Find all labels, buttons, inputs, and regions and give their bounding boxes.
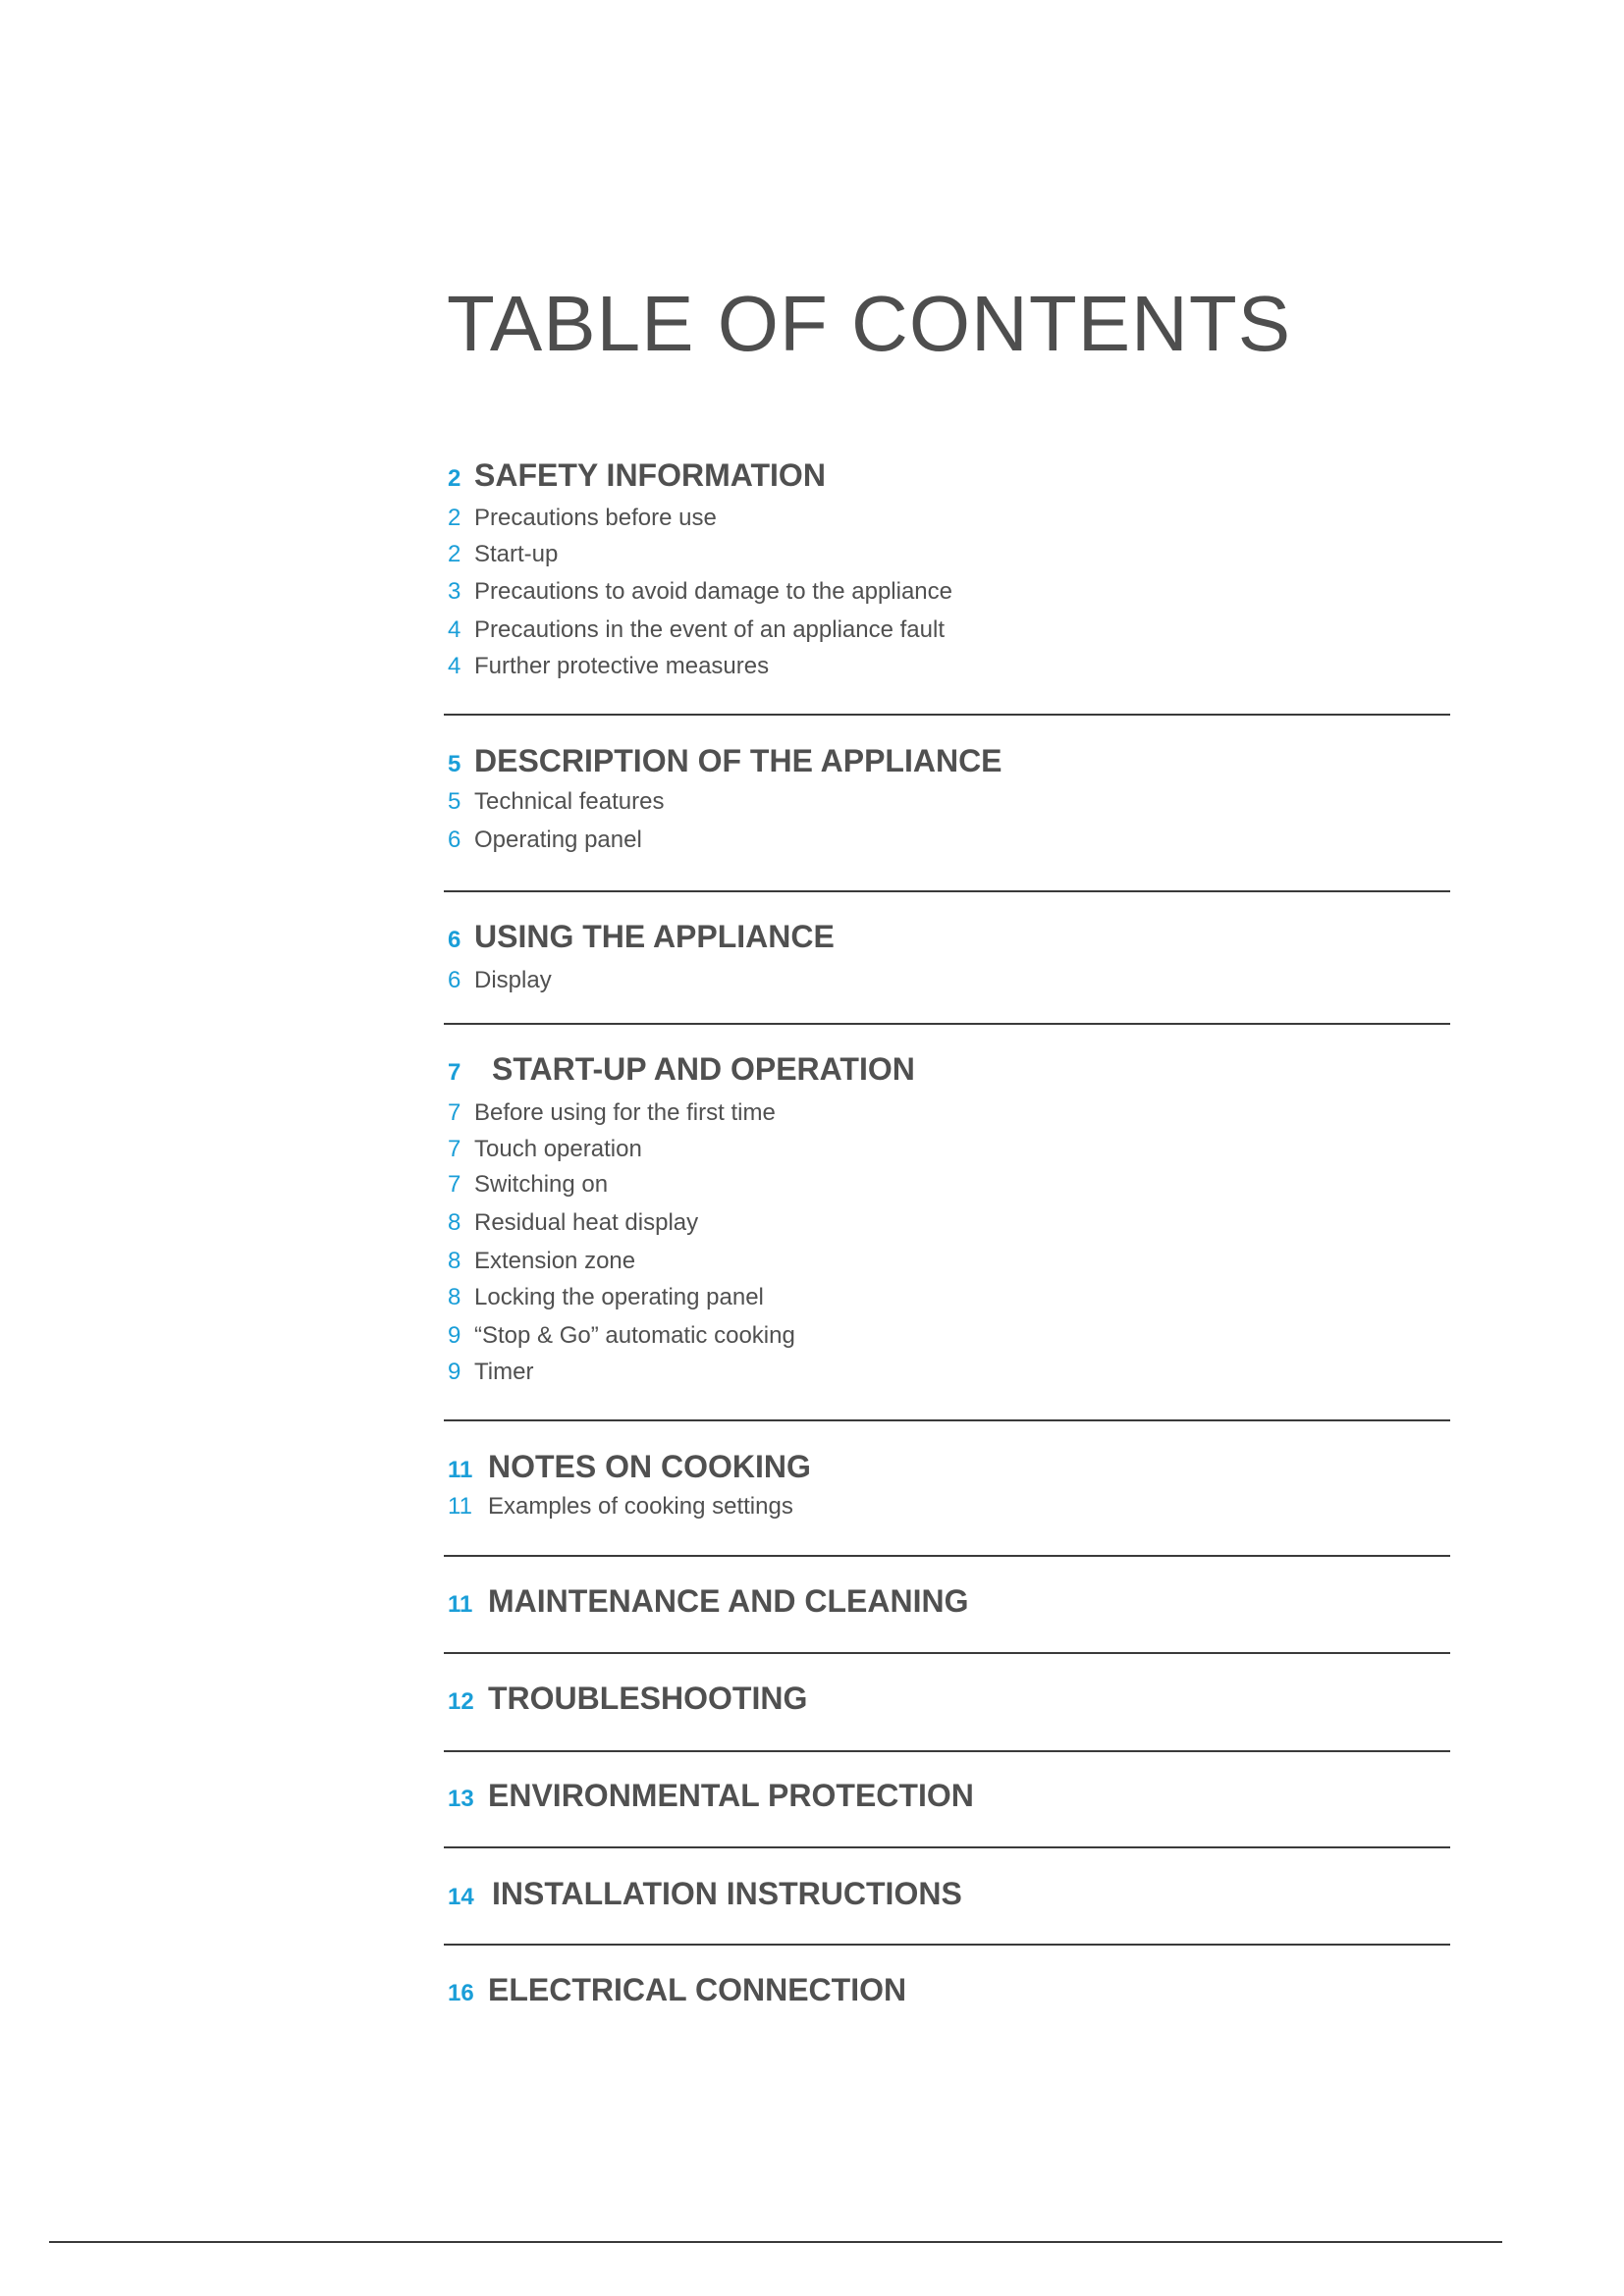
toc-section-heading[interactable] xyxy=(448,745,1002,776)
toc-entry-label: Start-up xyxy=(474,541,559,567)
toc-entry-label: Switching on xyxy=(474,1171,609,1198)
toc-entry-label: Precautions to avoid damage to the appliance xyxy=(474,578,952,605)
toc-entry-page-number: 8 xyxy=(448,1248,461,1274)
toc-entry-label: Examples of cooking settings xyxy=(488,1493,793,1520)
toc-entry[interactable] xyxy=(448,1495,793,1519)
toc-section-title: MAINTENANCE AND CLEANING xyxy=(488,1583,969,1619)
section-divider xyxy=(444,1846,1450,1848)
toc-section-page-number: 11 xyxy=(448,1591,473,1618)
toc-entry-page-number: 7 xyxy=(448,1171,461,1198)
toc-section-title: INSTALLATION INSTRUCTIONS xyxy=(492,1876,962,1911)
toc-section-page-number: 13 xyxy=(448,1786,474,1812)
toc-section-page-number: 16 xyxy=(448,1980,474,2006)
toc-section-page-number: 12 xyxy=(448,1688,474,1715)
toc-entry-label: Operating panel xyxy=(474,827,642,853)
toc-entry[interactable] xyxy=(448,1324,795,1348)
toc-entry-label: Display xyxy=(474,967,552,993)
toc-entry[interactable] xyxy=(448,1138,642,1161)
toc-section-title: START-UP AND OPERATION xyxy=(492,1051,915,1087)
toc-entry-page-number: 3 xyxy=(448,578,461,605)
toc-entry-page-number: 11 xyxy=(448,1493,472,1520)
toc-entry-label: Locking the operating panel xyxy=(474,1284,764,1310)
toc-entry-label: Precautions before use xyxy=(474,505,717,531)
section-divider xyxy=(444,1944,1450,1946)
table-of-contents xyxy=(444,0,1450,2296)
toc-section-heading[interactable] xyxy=(448,1974,906,2005)
toc-entry[interactable] xyxy=(448,655,769,678)
toc-section-heading[interactable] xyxy=(448,1878,962,1909)
section-divider xyxy=(444,1555,1450,1557)
page-title: TABLE OF CONTENTS xyxy=(447,280,1292,367)
toc-entry[interactable] xyxy=(448,580,952,604)
toc-entry-label: Precautions in the event of an appliance fault xyxy=(474,616,945,643)
toc-entry-label: Extension zone xyxy=(474,1248,636,1274)
toc-section-heading[interactable] xyxy=(448,459,826,491)
toc-entry[interactable] xyxy=(448,1211,698,1235)
toc-entry-page-number: 8 xyxy=(448,1209,461,1236)
toc-section-heading[interactable] xyxy=(448,921,835,952)
toc-entry-page-number: 2 xyxy=(448,541,461,567)
toc-section-title: ENVIRONMENTAL PROTECTION xyxy=(488,1778,974,1813)
toc-entry-page-number: 9 xyxy=(448,1322,461,1349)
toc-section-page-number: 7 xyxy=(448,1059,461,1086)
toc-entry-page-number: 7 xyxy=(448,1099,461,1126)
toc-entry[interactable] xyxy=(448,543,558,566)
toc-entry[interactable] xyxy=(448,1101,776,1125)
toc-entry[interactable] xyxy=(448,507,717,530)
toc-entry[interactable] xyxy=(448,828,642,852)
toc-section-title: SAFETY INFORMATION xyxy=(474,457,826,493)
toc-section-heading[interactable] xyxy=(448,1053,915,1085)
toc-entry-label: Further protective measures xyxy=(474,653,770,679)
toc-section-page-number: 6 xyxy=(448,927,461,953)
toc-entry[interactable] xyxy=(448,969,552,992)
toc-entry-page-number: 7 xyxy=(448,1136,461,1162)
toc-entry-page-number: 6 xyxy=(448,967,461,993)
toc-section-page-number: 11 xyxy=(448,1457,473,1483)
section-divider xyxy=(444,1023,1450,1025)
toc-entry[interactable] xyxy=(448,790,664,814)
toc-section-title: DESCRIPTION OF THE APPLIANCE xyxy=(474,743,1002,778)
toc-entry[interactable] xyxy=(448,1250,635,1273)
toc-section-page-number: 2 xyxy=(448,465,461,492)
toc-entry-page-number: 9 xyxy=(448,1359,461,1385)
toc-entry-page-number: 4 xyxy=(448,616,461,643)
toc-entry-label: “Stop & Go” automatic cooking xyxy=(474,1322,795,1349)
footer-divider xyxy=(49,2241,1502,2243)
toc-entry-page-number: 5 xyxy=(448,788,461,815)
toc-section-heading[interactable] xyxy=(448,1780,974,1811)
section-divider xyxy=(444,1419,1450,1421)
toc-entry-label: Technical features xyxy=(474,788,665,815)
toc-entry-page-number: 8 xyxy=(448,1284,461,1310)
toc-entry-page-number: 4 xyxy=(448,653,461,679)
section-divider xyxy=(444,1652,1450,1654)
toc-entry-page-number: 6 xyxy=(448,827,461,853)
toc-entry-page-number: 2 xyxy=(448,505,461,531)
toc-entry[interactable] xyxy=(448,1361,533,1384)
section-divider xyxy=(444,890,1450,892)
toc-entry-label: Timer xyxy=(474,1359,534,1385)
toc-entry[interactable] xyxy=(448,618,945,642)
toc-section-title: TROUBLESHOOTING xyxy=(488,1681,808,1716)
section-divider xyxy=(444,1750,1450,1752)
toc-section-page-number: 14 xyxy=(448,1884,474,1910)
toc-entry-label: Residual heat display xyxy=(474,1209,699,1236)
toc-entry[interactable] xyxy=(448,1173,608,1197)
toc-section-heading[interactable] xyxy=(448,1682,807,1714)
toc-section-title: USING THE APPLIANCE xyxy=(474,919,835,954)
toc-section-title: NOTES ON COOKING xyxy=(488,1449,811,1484)
toc-entry[interactable] xyxy=(448,1286,764,1309)
toc-section-heading[interactable] xyxy=(448,1585,968,1617)
toc-entry-label: Touch operation xyxy=(474,1136,642,1162)
toc-section-heading[interactable] xyxy=(448,1451,811,1482)
section-divider xyxy=(444,714,1450,716)
toc-section-title: ELECTRICAL CONNECTION xyxy=(488,1972,907,2007)
toc-entry-label: Before using for the first time xyxy=(474,1099,776,1126)
toc-section-page-number: 5 xyxy=(448,751,461,777)
